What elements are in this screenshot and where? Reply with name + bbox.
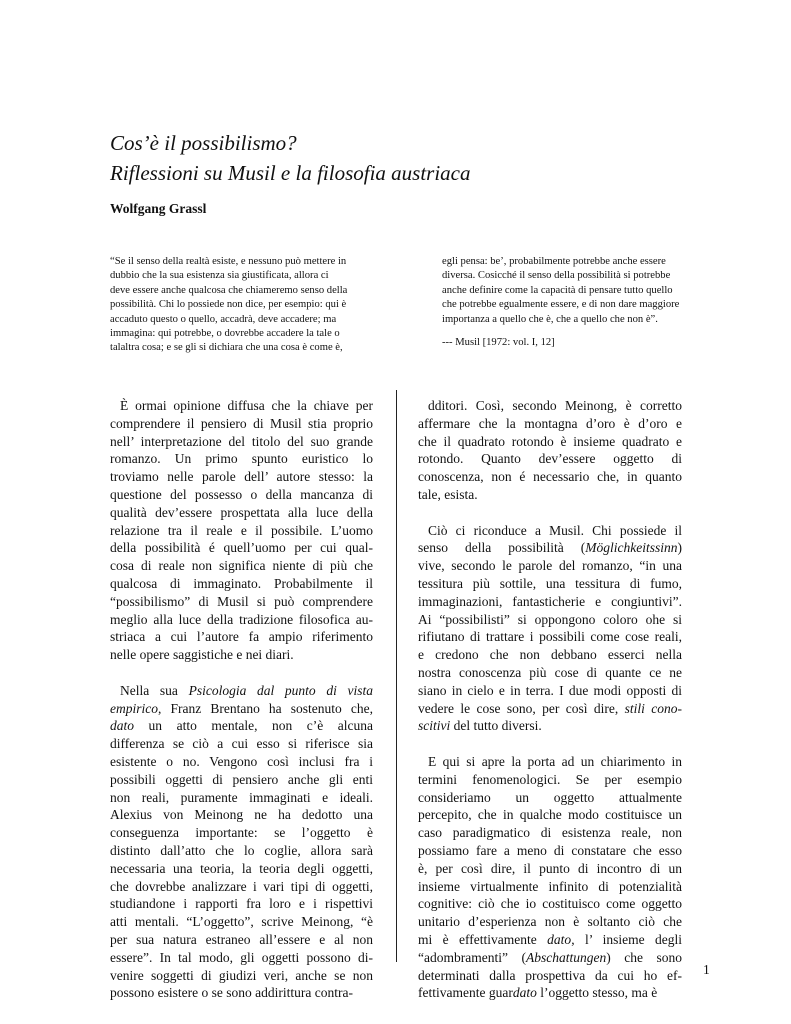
epigraph-left [110,255,370,356]
body-text-line: Ciò ci riconduce a Musil. Chi possiede il [428,522,682,538]
body-text-line: romanzo. Un primo spunto euristico lo [110,451,373,467]
body-text-line: dato un atto mentale, non c’è alcuna [110,718,373,734]
body-text-line: possibili oggetti di pensiero anche gli enti [110,771,373,787]
body-text-line: qualità dev’essere prospettata alla luce della [110,504,373,520]
body-text-line: tale, esista. [418,486,478,502]
body-text-line: unitario d’esperienza non è soltanto ciò che [418,914,682,930]
body-text-line: nell’ interpretazione del titolo del suo grande [110,433,373,449]
body-text-line: meglio alla luce della tradizione filosofica au- [110,611,373,627]
epigraph-line: accaduto questo o quello, accadrà, deve accadere; ma [110,313,337,325]
paper-title [110,128,471,188]
body-text-line: Alexius von Meinong ne ha dedotto una [110,807,373,823]
body-text-line: vive, secondo le parole del romanzo, “in una [418,558,682,574]
body-text-line: rifiutano di trattare i possibili come cose reali, [418,629,682,645]
body-text-line: Nella sua Psicologia dal punto di vista [120,682,373,698]
body-text-line: studiandone i rapporti fra loro e i rispettivi [110,896,373,912]
body-text-line: questione del possesso o della mancanza di [110,486,373,502]
body-text-line: nelle opere saggistiche e nei diari. [110,647,294,663]
column-divider [396,390,397,962]
body-text-line: senso della possibilità (Möglichkeitssinn) [418,540,682,556]
body-text-line: determinati dalla prospettiva da cui ho ef- [418,967,682,983]
body-text-line: necessaria una teoria, la teoria degli oggetti, [110,860,373,876]
epigraph-line: importanza a quello che è, che a quello che non è”. [442,313,658,325]
author-name: Wolfgang Grassl [110,201,207,216]
epigraph-line: immagina: qui potrebbe, o dovrebbe accadere la tale o [110,328,340,340]
body-text-line: e credono che non debbano esserci nella [418,647,682,663]
body-text-line: troviamo nelle parole dell’ autore stesso: la [110,469,373,485]
body-text-line: “adombramenti” (Abschattungen) che sono [418,949,682,965]
body-text-line: per sua natura estraneo all’essere e al non [110,931,373,947]
page-number: 1 [703,962,710,977]
title-line-2: Riflessioni su Musil e la filosofia austriaca [110,161,471,185]
paragraph-gap [418,504,682,522]
body-text-line: qualcosa di immaginato. Probabilmente il [110,575,373,591]
epigraph-line: egli pensa: be’, probabilmente potrebbe anche essere [442,256,666,267]
body-text-line: dditori. Così, secondo Meinong, è corretto [428,398,682,413]
body-text-line: termini fenomenologici. Se per esempio [418,771,682,787]
paragraph-gap [418,735,682,753]
body-text-line: percepito, che in qualche modo costituisce un [418,807,682,823]
body-text-line: comprendere il pensiero di Musil stia proprio [110,415,373,431]
body-text-line: è, per così dire, il punto di incontro di un [418,860,682,876]
body-text-line: empirico, Franz Brentano ha sostenuto che, [110,700,373,716]
body-text-line: consideriamo un oggetto attualmente [418,789,682,805]
body-column-left [110,397,373,1002]
body-text-line: che dovrebbe analizzare i vari tipi di oggetti, [110,878,373,894]
body-text-line: siano in cielo e in terra. I due modi opposti di [418,682,682,698]
body-text-line: relazione tra il reale e il possibile. L’uomo [110,522,373,538]
body-text-line: essere”. In tal modo, gli oggetti possono di- [110,949,373,965]
body-text-line: nostra conoscenza più cose di quante ce ne [418,664,682,680]
epigraph-right [442,255,712,350]
epigraph-line: talaltra cosa; e se gli si dichiara che una cosa è come è, [110,342,343,354]
epigraph-source: --- Musil [1972: vol. I, 12] [442,337,555,349]
body-text-line: vedere le cose sono, per così dire, stili cono- [418,700,682,716]
body-text-line: esistente o no. Vengono così inclusi fra i [110,753,373,769]
body-text-line: venire soggetti di giudizi veri, anche se non [110,967,373,983]
body-text-line: immaginazioni, fantasticherie e congiuntivi”. [418,593,682,609]
epigraph-line: possibilità. Chi lo possiede non dice, per esempio: qui è [110,299,347,311]
title-line-1: Cos’è il possibilismo? [110,131,297,155]
body-text-line: della possibilità é quell’uomo per cui qual- [110,540,373,556]
body-text-line: Ai “possibilisti” si oppongono coloro ohe si [418,611,682,627]
body-text-line: tessitura più sottile, una tessitura di fumo, [418,575,682,591]
body-text-line: differenza se ciò a cui esso si riferisce sia [110,736,373,752]
body-text-line: atti mentali. “L’oggetto”, scrive Meinong, “è [110,914,373,930]
body-text-line: “possibilismo” di Musil si può comprendere [110,593,373,609]
body-text-line: non reali, puramente immaginati e ideali. [110,789,373,805]
body-text-line: cognitive: ciò che io costituisco come oggetto [418,896,682,912]
body-text-line: rotondo. Quanto dev’essere oggetto di [418,451,682,467]
body-text-line: caso paradigmatico di esistenza reale, non [418,825,682,841]
body-text-line: possiamo fare a meno di constatare che esso [418,842,682,858]
epigraph-line: che potrebbe egualmente essere, e di non dare maggiore [442,299,680,311]
body-text-line: affermare che la montagna d’oro è d’oro e [418,415,682,431]
body-text-line: che il quadrato rotondo è insieme quadrato e [418,433,682,449]
body-text-line: fettivamente guardato l’oggetto stesso, ma è [418,985,658,1001]
body-text-line: scitivi del tutto diversi. [418,718,542,734]
paragraph-gap [110,664,373,682]
epigraph-line: dubbio che la sua esistenza sia giustificata, allora ci [110,270,329,282]
epigraph-right-lines [442,255,712,327]
epigraph-line: deve essere anche qualcosa che chiameremo senso della [110,284,348,296]
epigraph-line: “Se il senso della realtà esiste, e nessuno può mettere in [110,256,347,267]
epigraph-line: anche definire come la capacità di pensare tutto quello [442,284,673,296]
body-text-line: conseguenza importante: se l’oggetto è [110,825,373,841]
body-text-line: cosa di reale non significa niente di più che [110,558,373,574]
body-text-line: È ormai opinione diffusa che la chiave per [120,398,373,413]
body-text-line: distinto dall’atto che lo coglie, allora sarà [110,842,373,858]
epigraph-line: diversa. Cosicché il senso della possibilità si potrebbe [442,270,671,282]
body-text-line: possono esistere o se sono addirittura contra- [110,985,353,1001]
body-text-line: E qui si apre la porta ad un chiarimento in [428,753,682,769]
body-text-line: striaca a cui l’autore fa ampio riferimento [110,629,373,645]
body-text-line: mi è effettivamente dato, l’ insieme degli [418,931,682,947]
body-text-line: conoscenza, non é necessario che, in quanto [418,469,682,485]
body-column-right [418,397,682,1002]
body-text-line: insieme virtualmente infinito di potenzialità [418,878,682,894]
